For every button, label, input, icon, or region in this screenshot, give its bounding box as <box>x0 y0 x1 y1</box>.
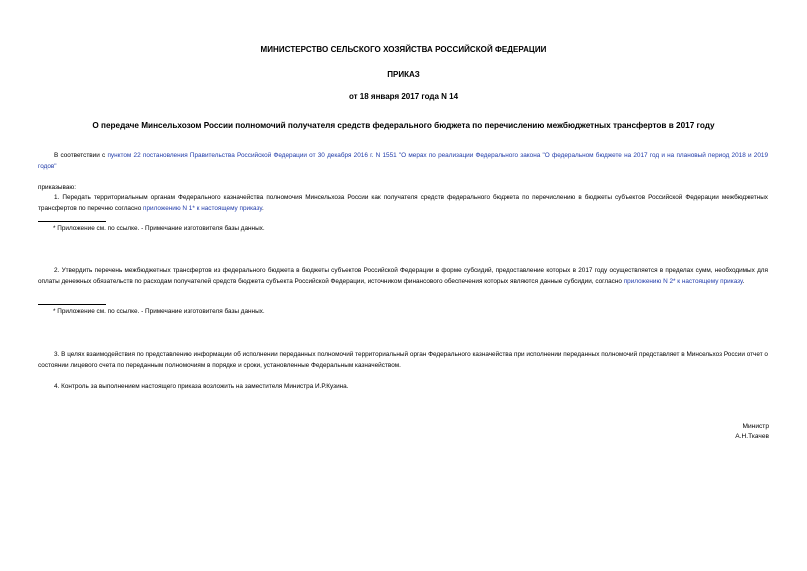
preamble-link[interactable]: пунктом 22 постановления Правительства Российской Федерации от 30 декабря 2016 г. N 1551 "О мерах по реализации Федерального закона "О федеральном бюджете на 2017 год и на плановый период 2018 и 2019 годов" <box>38 152 769 170</box>
preamble-paragraph <box>38 150 768 172</box>
item-1-tail: . <box>261 205 264 212</box>
appendix-2-link[interactable]: приложению N 2* к настоящему приказу <box>623 278 743 285</box>
document-title: О передаче Минсельхозом России полномочий получателя средств федерального бюджета по перечислению межбюджетных трансфертов в 2017 году <box>92 121 715 130</box>
footnote-1: * Приложение см. по ссылке. - Примечание изготовителя базы данных. <box>53 225 265 232</box>
item-2-text: 2. Утвердить перечень межбюджетных трансфертов из федерального бюджета в бюджеты субъектов Российской Федерации в форме субсидий, предоставление которых в 2017 году осуществляется в пределах сумм, необходимых для оплаты денежных обязательств по расходам получателей средств бюджета субъекта Российской Федерации, источником финансового обеспечения которых являются данные субсидии, согласно <box>38 267 768 285</box>
appendix-1-link[interactable]: приложению N 1* к настоящему приказу <box>143 205 262 212</box>
item-3: 3. В целях взаимодействия по представлению информации об исполнении переданных полномочий территориальный орган Федерального казначейства при исполнении переданных полномочий представляет в Минсельхоз России отчет о состоянии лицевого счета по переданным полномочиям в порядке и сроки, установленные Федеральным казначейством. <box>38 351 768 369</box>
item-2-tail: . <box>742 278 745 285</box>
order-word: приказываю: <box>38 184 76 191</box>
footnote-divider-1 <box>38 221 106 222</box>
footnote-divider-2 <box>38 304 106 305</box>
item-1-text: 1. Передать территориальным органам Федерального казначейства полномочия Минсельхоза России как получателя средств федерального бюджета по перечислению в бюджеты субъектов Российской Федерации межбюджетных трансфертов по перечню согласно <box>38 194 768 212</box>
item-2 <box>38 265 768 287</box>
date-number-heading: от 18 января 2017 года N 14 <box>348 92 459 101</box>
footnote-2: * Приложение см. по ссылке. - Примечание изготовителя базы данных. <box>53 308 265 315</box>
signature-position: Министр <box>742 423 769 430</box>
item-4: 4. Контроль за выполнением настоящего приказа возложить на заместителя Министра И.Р.Кузина. <box>54 383 349 390</box>
signature-name: А.Н.Ткачев <box>735 433 769 440</box>
preamble-prefix: В соответствии с <box>54 152 108 159</box>
item-1 <box>38 192 768 214</box>
ministry-heading: МИНИСТЕРСТВО СЕЛЬСКОГО ХОЗЯЙСТВА РОССИЙСКОЙ ФЕДЕРАЦИИ <box>260 45 547 54</box>
doc-type-heading: ПРИКАЗ <box>387 70 420 79</box>
